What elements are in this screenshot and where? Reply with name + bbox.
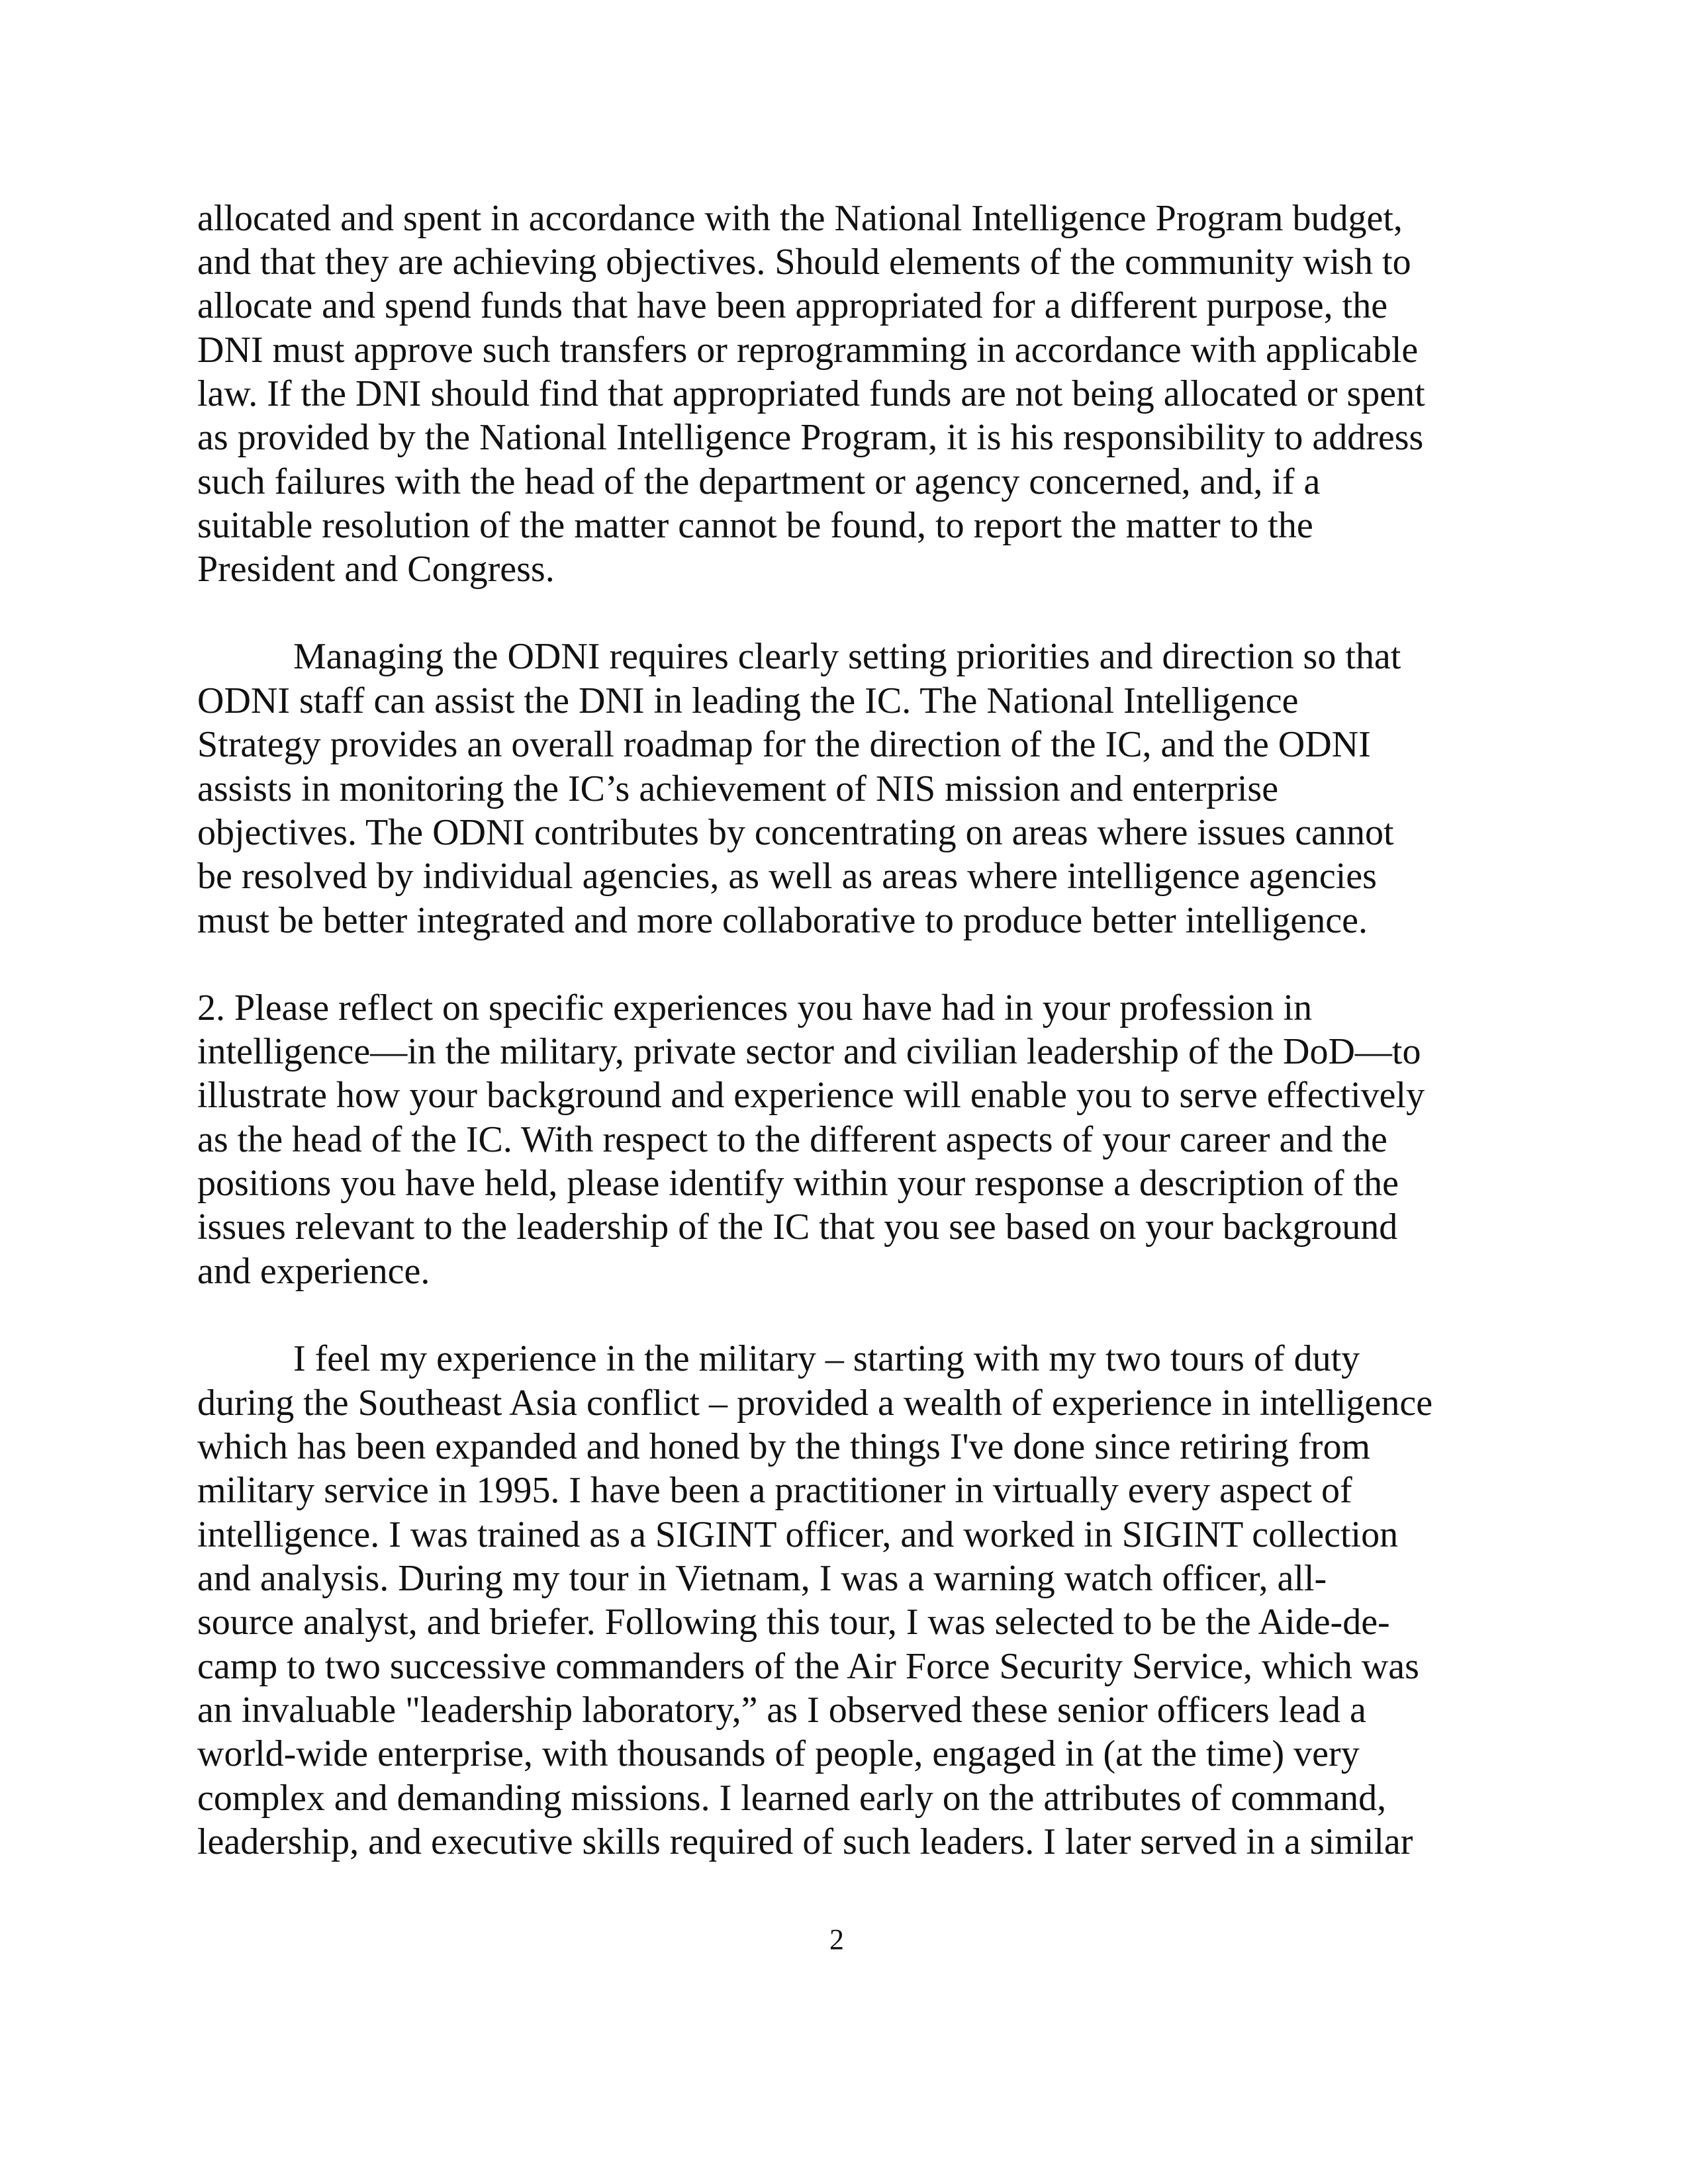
text-line: military service in 1995. I have been a practitioner in virtually every aspect of	[197, 1470, 1352, 1511]
text-line: during the Southeast Asia conflict – provided a wealth of experience in intelligence	[197, 1383, 1433, 1424]
text-line: such failures with the head of the department or agency concerned, and, if a	[197, 461, 1321, 502]
text-line: an invaluable "leadership laboratory,” as I observed these senior officers lead a	[197, 1690, 1366, 1731]
text-line: and analysis. During my tour in Vietnam, I was a warning watch officer, all-	[197, 1558, 1327, 1599]
text-line: be resolved by individual agencies, as well as areas where intelligence agencies	[197, 856, 1377, 897]
text-line: allocate and spend funds that have been appropriated for a different purpose, the	[197, 285, 1388, 326]
text-line: and experience.	[197, 1251, 430, 1292]
text-line: intelligence—in the military, private sector and civilian leadership of the DoD—to	[197, 1031, 1421, 1072]
text-line: President and Congress.	[197, 549, 555, 590]
text-line: issues relevant to the leadership of the IC that you see based on your background	[197, 1206, 1398, 1248]
text-line: positions you have held, please identify within your response a description of the	[197, 1163, 1399, 1204]
text-line: must be better integrated and more collaborative to produce better intelligence.	[197, 900, 1368, 941]
text-line: ODNI staff can assist the DNI in leading the IC. The National Intelligence	[197, 680, 1299, 721]
text-line: assists in monitoring the IC’s achievement of NIS mission and enterprise	[197, 768, 1279, 809]
text-line: as provided by the National Intelligence Program, it is his responsibility to address	[197, 417, 1424, 458]
text-line: complex and demanding missions. I learned early on the attributes of command,	[197, 1778, 1387, 1819]
text-line: which has been expanded and honed by the things I've done since retiring from	[197, 1426, 1371, 1467]
text-line: and that they are achieving objectives. Should elements of the community wish to	[197, 242, 1411, 283]
text-line: I feel my experience in the military – starting with my two tours of duty	[293, 1338, 1360, 1379]
text-line: 2. Please reflect on specific experiences you have had in your profession in	[197, 987, 1313, 1028]
text-line: DNI must approve such transfers or reprogramming in accordance with applicable	[197, 330, 1419, 371]
text-line: Managing the ODNI requires clearly setting priorities and direction so that	[293, 636, 1401, 677]
text-line: suitable resolution of the matter cannot be found, to report the matter to the	[197, 505, 1313, 546]
text-line: intelligence. I was trained as a SIGINT officer, and worked in SIGINT collection	[197, 1514, 1399, 1555]
text-line: camp to two successive commanders of the Air Force Security Service, which was	[197, 1646, 1419, 1687]
text-line: world-wide enterprise, with thousands of people, engaged in (at the time) very	[197, 1733, 1360, 1774]
text-line: allocated and spent in accordance with the National Intelligence Program budget,	[197, 198, 1403, 239]
text-line: law. If the DNI should find that appropriated funds are not being allocated or spent	[197, 373, 1425, 414]
page-number: 2	[829, 1923, 844, 1956]
text-line: source analyst, and briefer. Following this tour, I was selected to be the Aide-de-	[197, 1602, 1390, 1643]
text-line: Strategy provides an overall roadmap for the direction of the IC, and the ODNI	[197, 724, 1371, 765]
text-line: as the head of the IC. With respect to the different aspects of your career and the	[197, 1119, 1387, 1160]
text-line: leadership, and executive skills required of such leaders. I later served in a similar	[197, 1821, 1413, 1862]
text-line: objectives. The ODNI contributes by concentrating on areas where issues cannot	[197, 812, 1394, 853]
text-line: illustrate how your background and experience will enable you to serve effectively	[197, 1075, 1425, 1116]
